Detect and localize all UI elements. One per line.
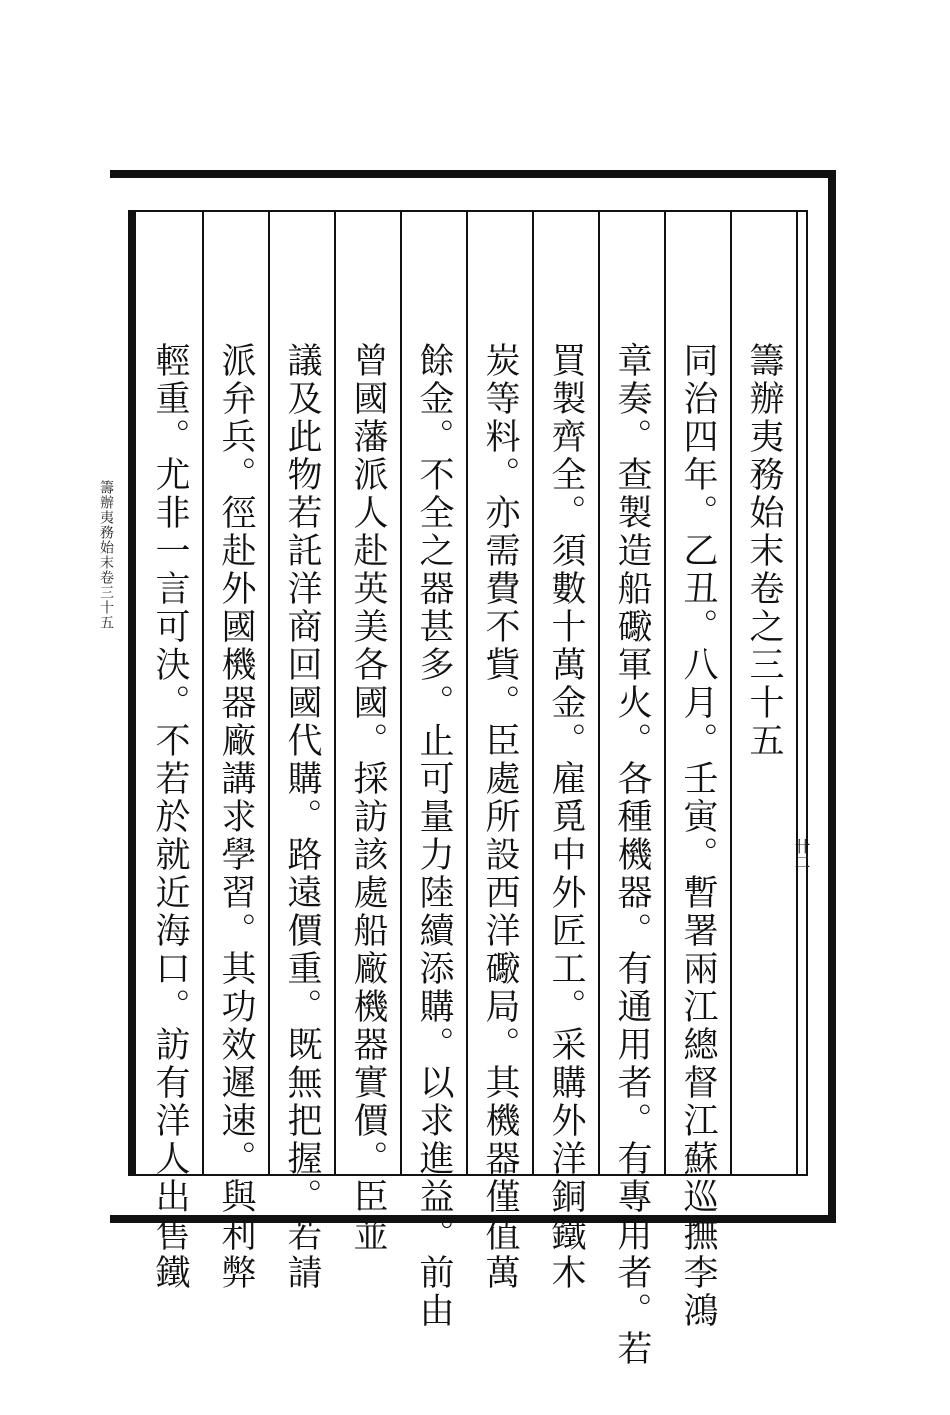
text-column-9 (206, 212, 270, 1292)
page-mark: 卄二 (792, 838, 811, 870)
text-column-2 (668, 212, 732, 1330)
text-column-3 (602, 212, 666, 1368)
column-text: 章奏。查製造船礮軍火。各種機器。有通用者。有專用者。若 (612, 342, 652, 1368)
text-column-1 (734, 212, 798, 1174)
text-column-10 (140, 212, 204, 1292)
text-column-5 (470, 212, 534, 1292)
column-text: 同治四年。乙丑。八月。壬寅。暫署兩江總督江蘇巡撫李鴻 (678, 342, 718, 1330)
text-column-4 (536, 212, 600, 1292)
text-column-6 (404, 212, 468, 1330)
column-text: 餘金。不全之器甚多。止可量力陸續添購。以求進益。前由 (414, 342, 454, 1330)
margin-label: 籌辦夷務始末卷三十五 (98, 480, 114, 630)
column-text: 議及此物若託洋商回國代購。路遠價重。既無把握。若請 (282, 342, 322, 1292)
column-text: 買製齊全。須數十萬金。雇覓中外匠工。采購外洋銅鐵木 (546, 342, 586, 1292)
column-text: 派弁兵。徑赴外國機器廠講求學習。其功效遲速。與利弊 (216, 342, 256, 1292)
text-column-7 (338, 212, 402, 1254)
column-text: 輕重。尤非一言可決。不若於就近海口。訪有洋人出售鐵 (150, 342, 190, 1292)
column-text: 籌辦夷務始末卷之三十五 (744, 342, 784, 760)
column-text: 曾國藩派人赴英美各國。採訪該處船廠機器實價。臣並 (348, 342, 388, 1254)
column-text: 炭等料。亦需費不貲。臣處所設西洋礮局。其機器僅值萬 (480, 342, 520, 1292)
text-column-8 (272, 212, 336, 1292)
